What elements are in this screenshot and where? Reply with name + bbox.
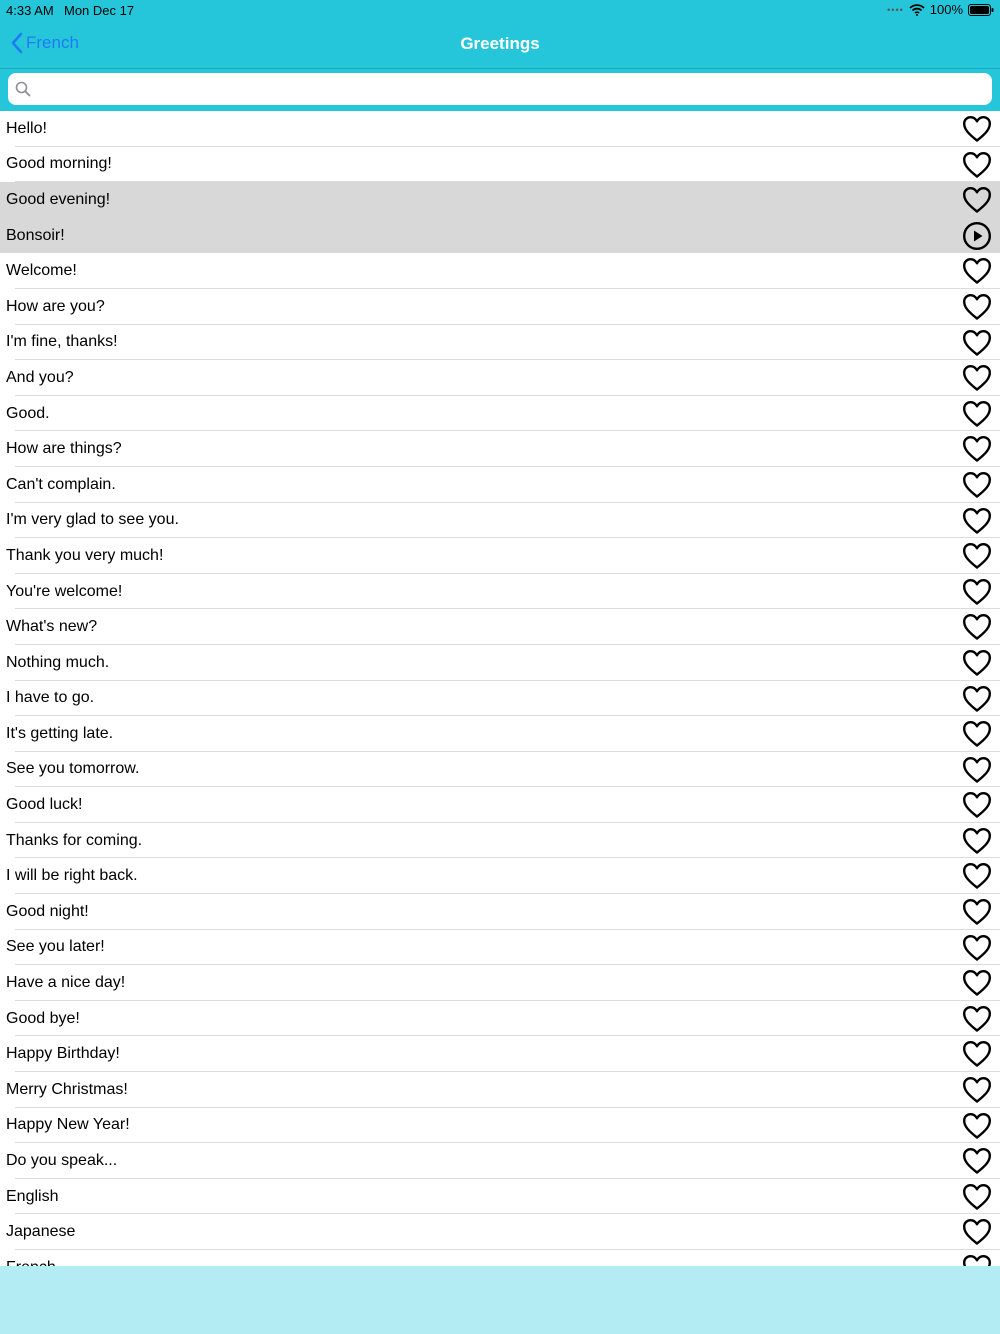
heart-icon[interactable] bbox=[962, 1039, 992, 1069]
list-item[interactable] bbox=[0, 1001, 1000, 1037]
list-item[interactable] bbox=[0, 930, 1000, 966]
list-item[interactable] bbox=[0, 289, 1000, 325]
heart-icon[interactable] bbox=[962, 434, 992, 464]
heart-icon[interactable] bbox=[962, 292, 992, 322]
status-bar bbox=[0, 0, 1000, 20]
phrase-text: I'm fine, thanks! bbox=[6, 333, 118, 351]
phrase-text: Thank you very much! bbox=[6, 546, 164, 564]
list-item[interactable] bbox=[0, 538, 1000, 574]
phrase-text: Welcome! bbox=[6, 262, 77, 280]
heart-icon[interactable] bbox=[962, 577, 992, 607]
heart-icon[interactable] bbox=[962, 1004, 992, 1034]
phrase-text: Good. bbox=[6, 404, 50, 422]
list-item[interactable] bbox=[0, 467, 1000, 503]
heart-icon[interactable] bbox=[962, 1217, 992, 1247]
list-item[interactable] bbox=[0, 1072, 1000, 1108]
wifi-icon bbox=[909, 4, 925, 16]
list-item[interactable] bbox=[0, 325, 1000, 361]
phrase-text: Bonsoir! bbox=[6, 226, 65, 244]
heart-icon[interactable] bbox=[962, 826, 992, 856]
list-item[interactable] bbox=[0, 503, 1000, 539]
phrase-text: Good night! bbox=[6, 902, 89, 920]
phrase-text: Can't complain. bbox=[6, 475, 116, 493]
phrase-text: Good luck! bbox=[6, 796, 83, 814]
list-item[interactable] bbox=[0, 609, 1000, 645]
phrase-text: I'm very glad to see you. bbox=[6, 511, 179, 529]
navigation-bar bbox=[0, 20, 1000, 69]
heart-icon[interactable] bbox=[962, 185, 992, 215]
phrase-list[interactable] bbox=[0, 111, 1000, 1266]
search-icon bbox=[15, 81, 31, 97]
phrase-text: Happy New Year! bbox=[6, 1116, 130, 1134]
play-icon[interactable] bbox=[962, 221, 992, 251]
phrase-text: How are things? bbox=[6, 440, 122, 458]
list-item[interactable] bbox=[0, 1036, 1000, 1072]
phrase-text: And you? bbox=[6, 368, 74, 386]
heart-icon[interactable] bbox=[962, 256, 992, 286]
heart-icon[interactable] bbox=[962, 150, 992, 180]
phrase-text: Do you speak... bbox=[6, 1152, 118, 1170]
status-time: 4:33 AM bbox=[6, 3, 54, 18]
phrase-text: Good morning! bbox=[6, 155, 112, 173]
heart-icon[interactable] bbox=[962, 861, 992, 891]
heart-icon[interactable] bbox=[962, 684, 992, 714]
list-item[interactable] bbox=[0, 858, 1000, 894]
battery-percent: 100% bbox=[929, 2, 963, 17]
page-title: Greetings bbox=[460, 34, 540, 53]
status-date: Mon Dec 17 bbox=[64, 3, 135, 18]
signal-dots-icon: •••• bbox=[887, 4, 904, 15]
phrase-text: What's new? bbox=[6, 618, 98, 636]
list-item[interactable] bbox=[0, 182, 1000, 218]
phrase-text: See you tomorrow. bbox=[6, 760, 140, 778]
phrase-text: Have a nice day! bbox=[6, 974, 126, 992]
battery-icon bbox=[968, 4, 994, 16]
heart-icon[interactable] bbox=[962, 968, 992, 998]
list-item[interactable] bbox=[0, 823, 1000, 859]
search-input[interactable] bbox=[36, 77, 980, 103]
list-item[interactable] bbox=[0, 787, 1000, 823]
list-item[interactable] bbox=[0, 965, 1000, 1001]
list-item[interactable] bbox=[0, 1214, 1000, 1250]
list-item[interactable] bbox=[0, 1108, 1000, 1144]
phrase-text: You're welcome! bbox=[6, 582, 123, 600]
back-button-label: French bbox=[26, 33, 79, 52]
heart-icon[interactable] bbox=[962, 1111, 992, 1141]
list-item[interactable] bbox=[0, 147, 1000, 183]
heart-icon[interactable] bbox=[962, 470, 992, 500]
phrase-text: It's getting late. bbox=[6, 724, 114, 742]
list-item[interactable] bbox=[0, 1179, 1000, 1215]
phrase-text: Hello! bbox=[6, 119, 47, 137]
heart-icon[interactable] bbox=[962, 399, 992, 429]
heart-icon[interactable] bbox=[962, 328, 992, 358]
list-item[interactable] bbox=[0, 574, 1000, 610]
phrase-text: See you later! bbox=[6, 938, 105, 956]
bottom-panel bbox=[0, 1266, 1000, 1334]
phrase-text: English bbox=[6, 1187, 59, 1205]
list-item[interactable] bbox=[0, 716, 1000, 752]
status-right bbox=[887, 2, 994, 17]
heart-icon[interactable] bbox=[962, 719, 992, 749]
phrase-text: Merry Christmas! bbox=[6, 1080, 128, 1098]
search-field-container[interactable] bbox=[8, 73, 992, 105]
heart-icon[interactable] bbox=[962, 363, 992, 393]
list-item[interactable] bbox=[0, 218, 1000, 254]
heart-icon[interactable] bbox=[962, 1182, 992, 1212]
heart-icon[interactable] bbox=[962, 790, 992, 820]
phrase-text: Good bye! bbox=[6, 1009, 80, 1027]
heart-icon[interactable] bbox=[962, 755, 992, 785]
list-item[interactable] bbox=[0, 111, 1000, 147]
list-item[interactable] bbox=[0, 431, 1000, 467]
heart-icon[interactable] bbox=[962, 897, 992, 927]
heart-icon[interactable] bbox=[962, 1075, 992, 1105]
phrase-text: Japanese bbox=[6, 1223, 76, 1241]
heart-icon[interactable] bbox=[962, 612, 992, 642]
phrase-text: Happy Birthday! bbox=[6, 1045, 120, 1063]
list-item[interactable] bbox=[0, 360, 1000, 396]
heart-icon[interactable] bbox=[962, 541, 992, 571]
list-item[interactable] bbox=[0, 645, 1000, 681]
phrase-text: I have to go. bbox=[6, 689, 95, 707]
phrase-text: How are you? bbox=[6, 297, 105, 315]
phrase-text: Thanks for coming. bbox=[6, 831, 143, 849]
list-item[interactable] bbox=[0, 1143, 1000, 1179]
list-item[interactable] bbox=[0, 681, 1000, 717]
heart-icon[interactable] bbox=[962, 114, 992, 144]
phrase-text: I will be right back. bbox=[6, 867, 138, 885]
heart-icon[interactable] bbox=[962, 648, 992, 678]
heart-icon[interactable] bbox=[962, 933, 992, 963]
list-item[interactable] bbox=[0, 894, 1000, 930]
heart-icon[interactable] bbox=[962, 506, 992, 536]
heart-icon[interactable] bbox=[962, 1146, 992, 1176]
search-bar bbox=[0, 69, 1000, 111]
list-item[interactable] bbox=[0, 396, 1000, 432]
phrase-text: Good evening! bbox=[6, 190, 111, 208]
list-item[interactable] bbox=[0, 752, 1000, 788]
phrase-text: Nothing much. bbox=[6, 653, 110, 671]
list-item[interactable] bbox=[0, 253, 1000, 289]
